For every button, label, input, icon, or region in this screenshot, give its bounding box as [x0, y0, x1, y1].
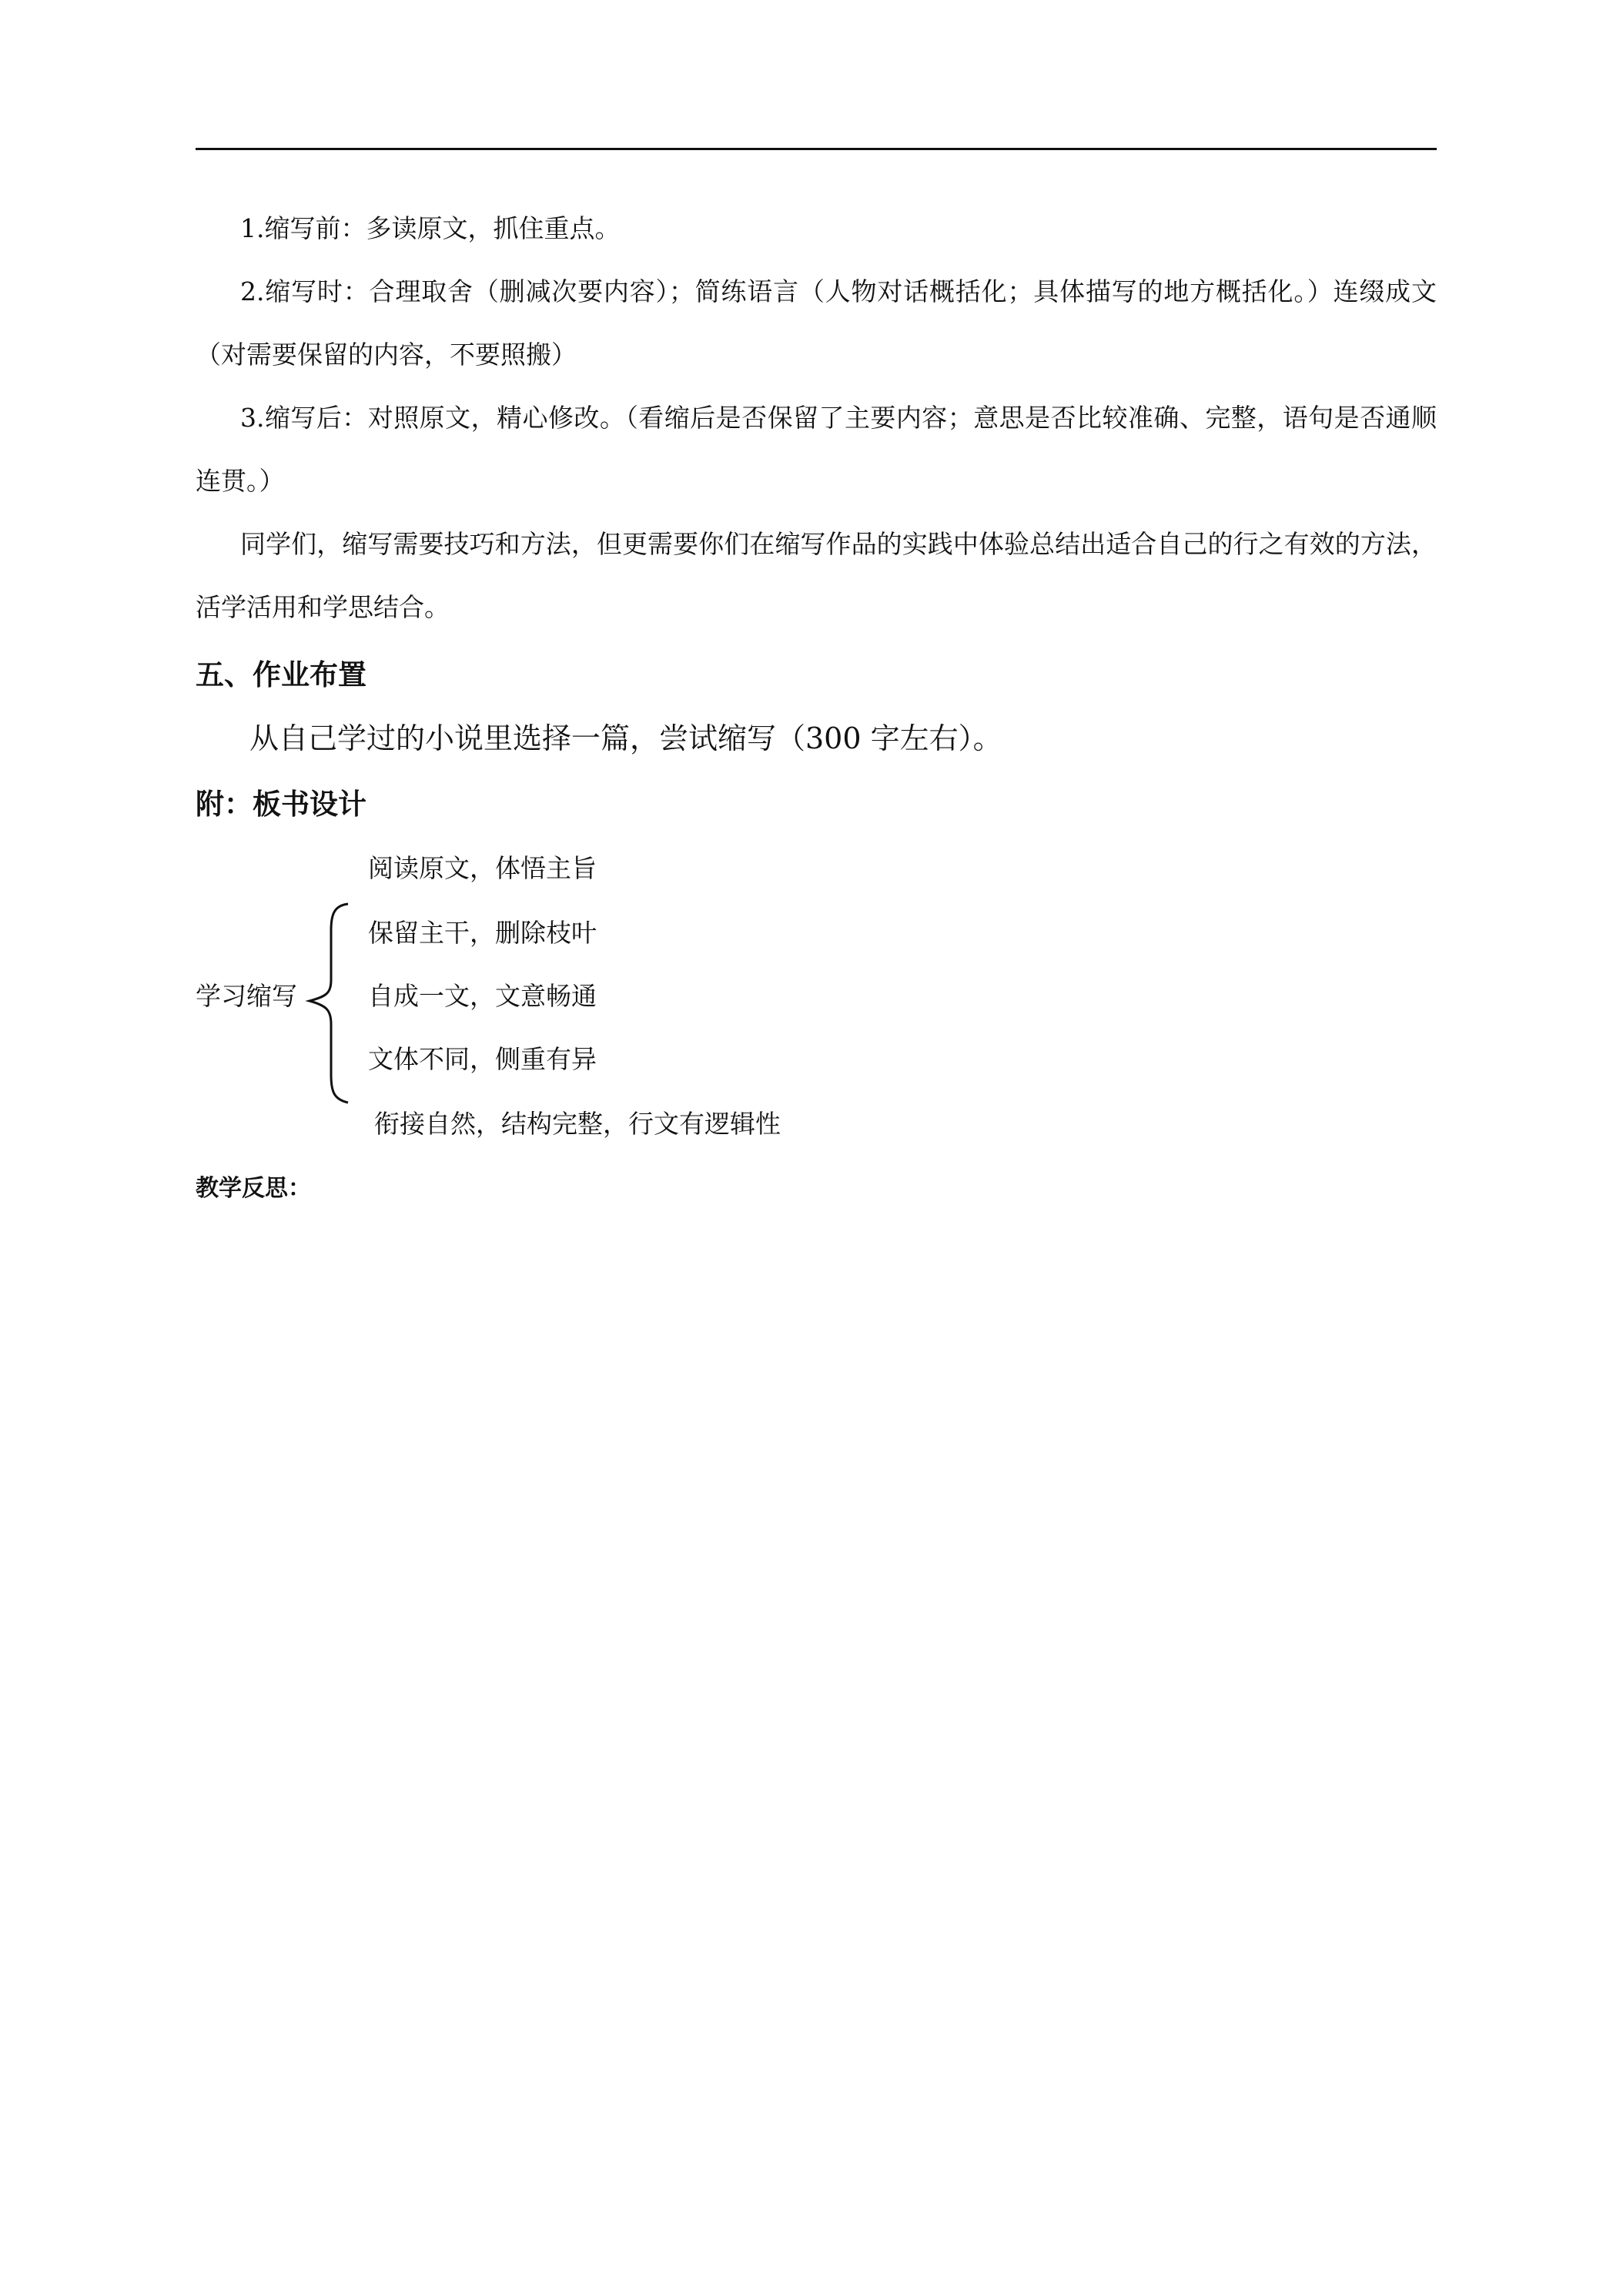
teaching-reflection-label: 教学反思：: [196, 1175, 311, 1202]
board-item: 衔接自然，结构完整，行文有逻辑性: [374, 1109, 781, 1139]
board-item: 阅读原文，体悟主旨: [368, 853, 597, 883]
paragraph-before-abridging: 1.缩写前：多读原文，抓住重点。: [240, 213, 621, 243]
brace-icon: [303, 902, 351, 1104]
paragraph-after-abridging: 3.缩写后：对照原文，精心修改。（看缩后是否保留了主要内容；意思是否比较准确、完整，语句是否通顺连贯。）: [196, 403, 1437, 496]
section-heading-homework: 五、作业布置: [196, 658, 366, 691]
board-root-label: 学习缩写: [196, 981, 297, 1011]
header-rule: [196, 148, 1437, 150]
paragraph-summary: 同学们，缩写需要技巧和方法，但更需要你们在缩写作品的实践中体验总结出适合自己的行之有效的方法，活学活用和学思结合。: [196, 529, 1437, 622]
board-item: 保留主干，删除枝叶: [368, 918, 597, 948]
board-item: 自成一文，文意畅通: [368, 981, 597, 1011]
paragraph-during-abridging: 2.缩写时：合理取舍（删减次要内容）；简练语言（人物对话概括化；具体描写的地方概括化。）连缀成文（对需要保留的内容，不要照搬）: [196, 276, 1437, 370]
board-item: 文体不同，侧重有异: [368, 1044, 597, 1074]
section-heading-board-design: 附：板书设计: [196, 788, 366, 821]
homework-text: 从自己学过的小说里选择一篇，尝试缩写（300 字左右）。: [249, 721, 1002, 755]
